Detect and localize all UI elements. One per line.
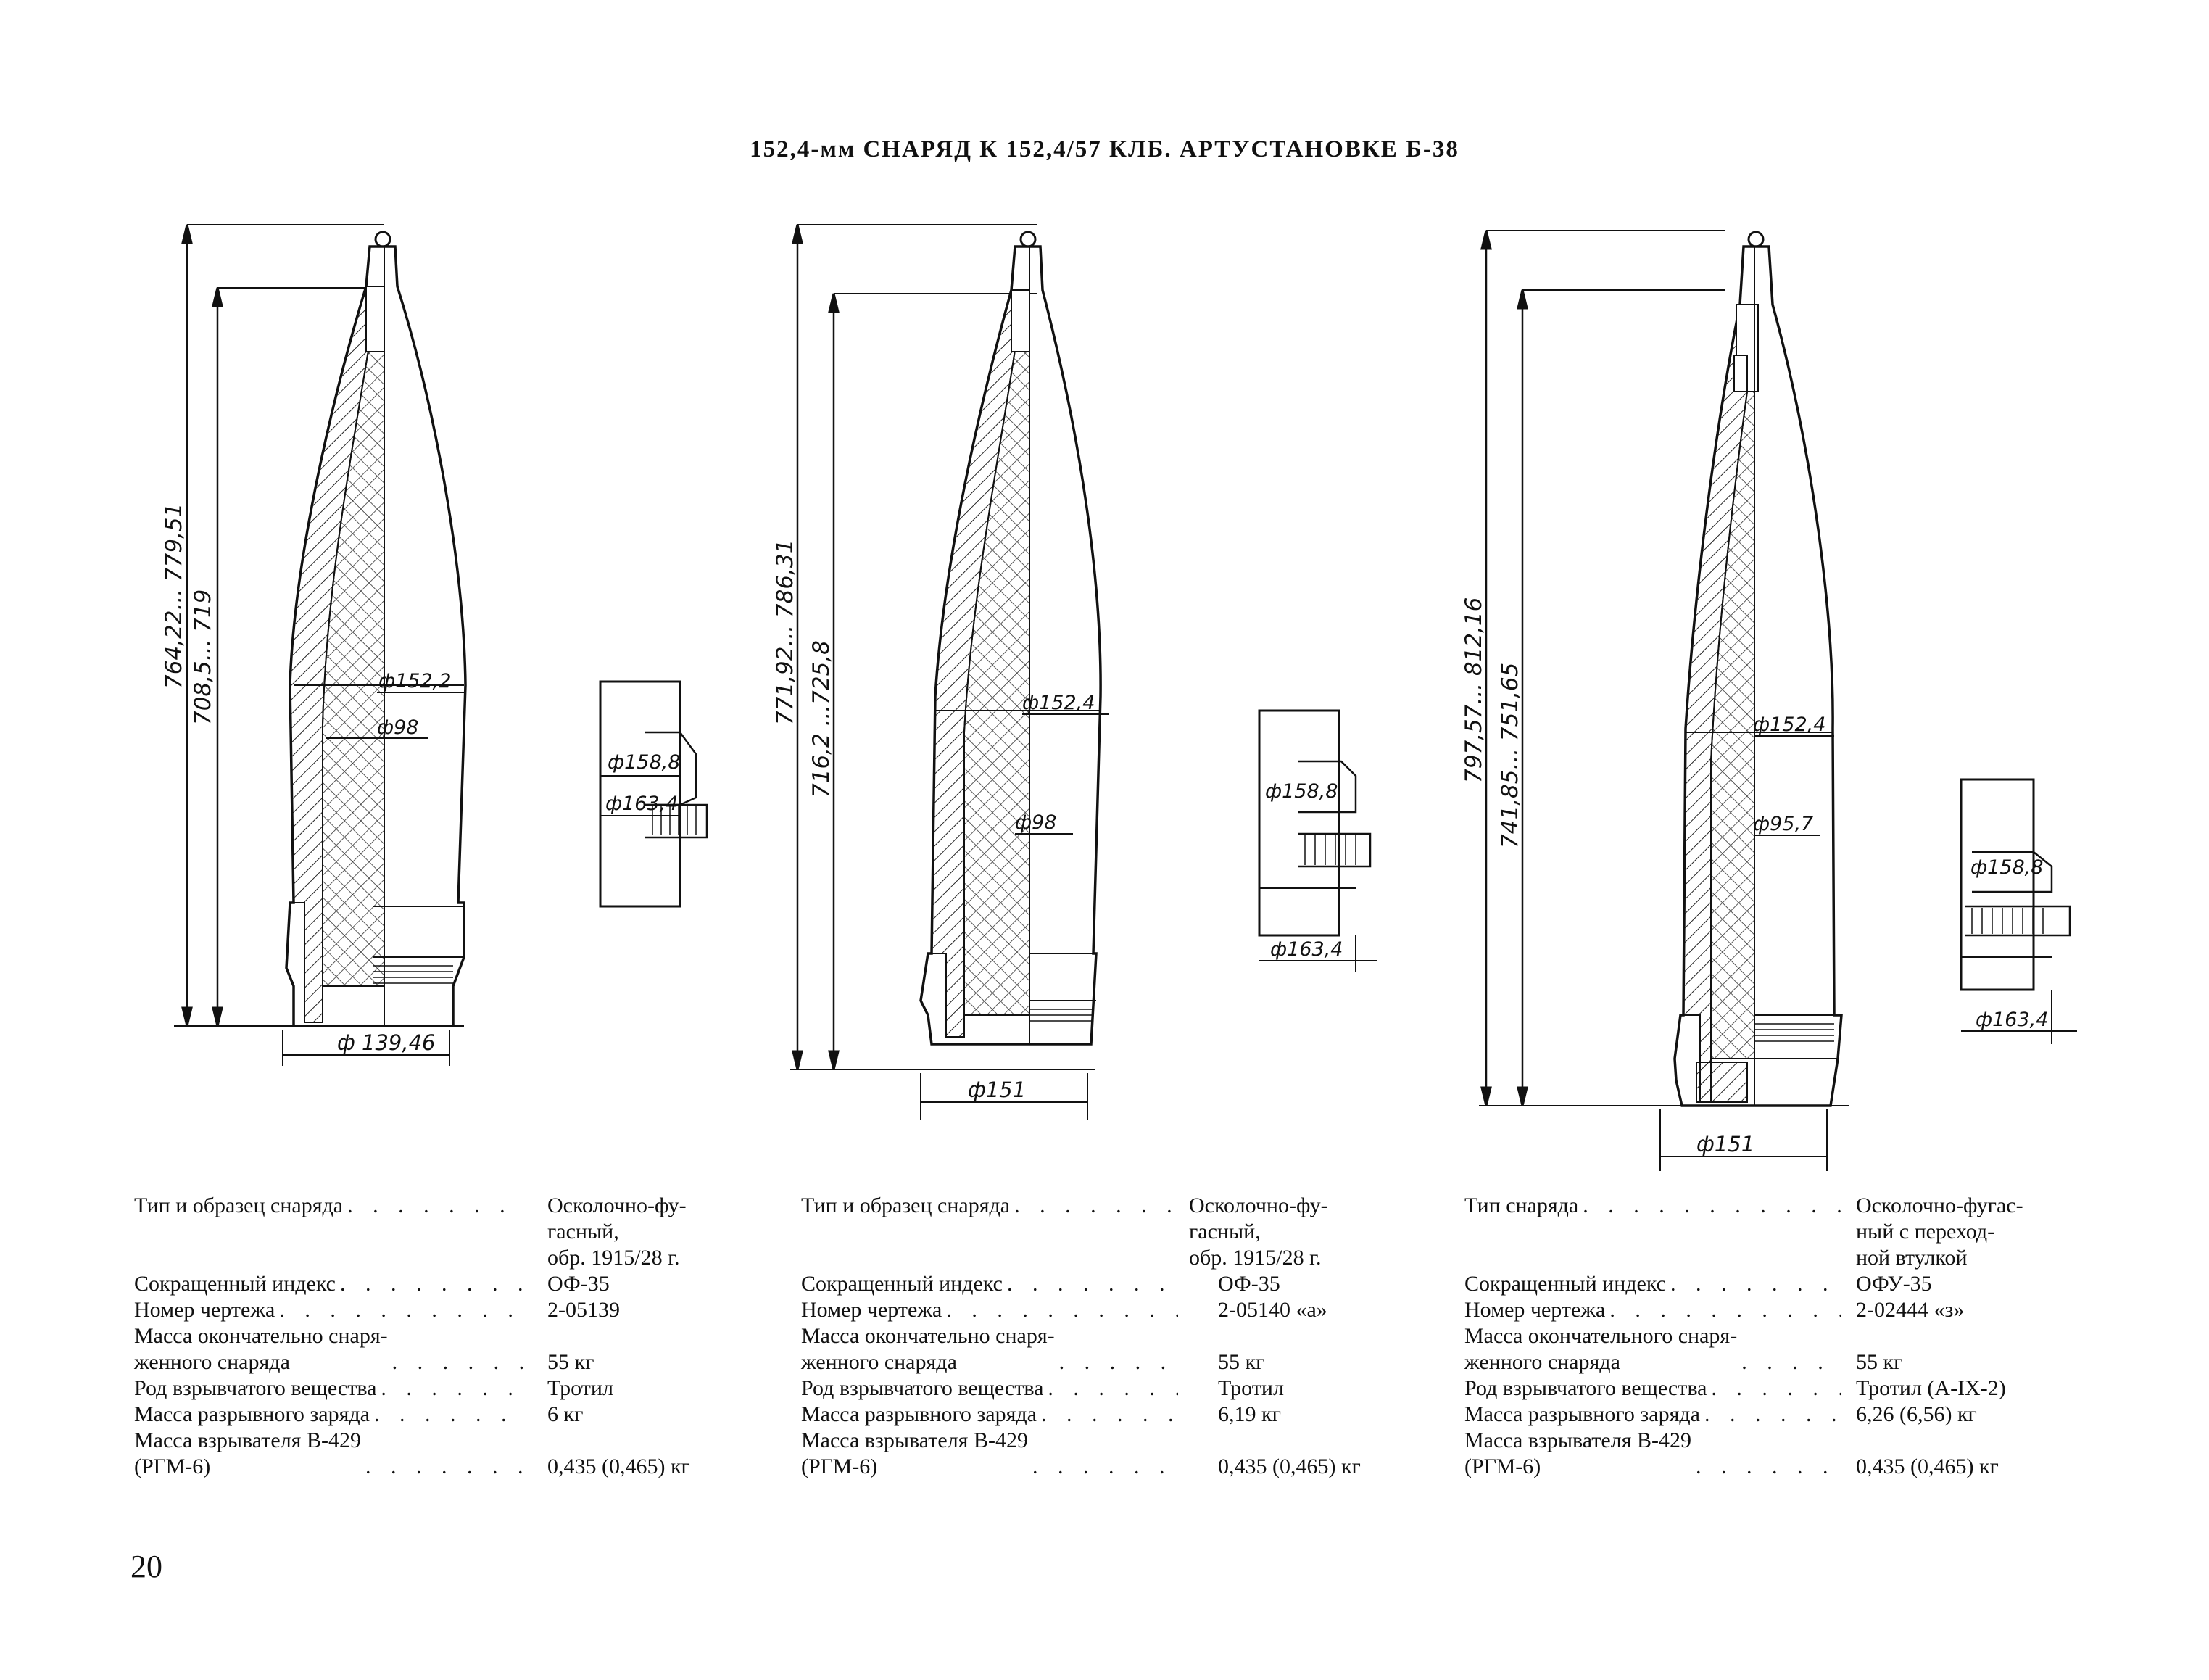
spec-row <box>134 1297 526 1323</box>
spec-label: Тип и образец снаряда <box>134 1193 344 1217</box>
spec-label: Номер чертежа <box>1464 1298 1606 1322</box>
spec-label: Сокращенный индекс <box>134 1272 336 1296</box>
shell-2-total-length: 771,92... 786,31 <box>772 539 798 725</box>
spec-value: 55 кг <box>1856 1350 1903 1374</box>
spec-value: Тротил <box>547 1376 613 1400</box>
spec-value: Осколочно-фугас- ный с переход- ной втулкой <box>1856 1193 2023 1270</box>
shell-3-diam-base: ф151 <box>1696 1132 1755 1156</box>
shell-3-total-length: 797,57... 812,16 <box>1461 597 1487 783</box>
shell-2-band-diam-2: ф163,4 <box>1270 938 1343 961</box>
spec-row <box>1464 1323 1841 1375</box>
spec-label: Род взрывчатого вещества <box>801 1376 1044 1400</box>
shell-2-diam-base: ф151 <box>968 1077 1027 1102</box>
spec-value: 6 кг <box>547 1402 584 1426</box>
shell-1-diam-inner: ф98 <box>377 716 419 739</box>
spec-value: Осколочно-фу- гасный, обр. 1915/28 г. <box>1189 1193 1328 1270</box>
spec-label: Масса взрывателя В-429 (РГМ-6) <box>801 1428 1028 1478</box>
spec-value: 0,435 (0,465) кг <box>1218 1455 1361 1478</box>
spec-row <box>134 1375 526 1402</box>
spec-value: 55 кг <box>1218 1350 1265 1374</box>
shell-3-diam-top: ф152,4 <box>1753 713 1826 736</box>
spec-label: Масса окончательно снаря- женного снаряда <box>134 1324 388 1374</box>
shell-1-labels <box>161 503 680 1055</box>
spec-label: Тип и образец снаряда <box>801 1193 1011 1217</box>
spec-row <box>801 1428 1178 1480</box>
shell-1-diam-top: ф152,2 <box>378 670 452 692</box>
spec-row <box>1464 1375 1841 1402</box>
spec-row <box>134 1193 526 1219</box>
spec-row <box>1464 1297 1841 1323</box>
spec-row <box>801 1402 1178 1428</box>
spec-value: 55 кг <box>547 1350 594 1374</box>
spec-value: Осколочно-фу- гасный, обр. 1915/28 г. <box>547 1193 687 1270</box>
spec-label: Масса окончательного снаря- женного снаряда <box>1464 1324 1738 1374</box>
shell-2-band-diam-1: ф158,8 <box>1265 780 1338 803</box>
shell-2-labels <box>772 539 1343 1102</box>
shell-1-band-diam-1: ф158,8 <box>608 751 681 774</box>
spec-row <box>801 1375 1178 1402</box>
shell-1-band-diam-2: ф163,4 <box>605 793 679 815</box>
spec-row <box>1464 1402 1841 1428</box>
spec-value: 0,435 (0,465) кг <box>547 1455 690 1478</box>
spec-label: Сокращенный индекс <box>801 1272 1003 1296</box>
spec-value: 2-05139 <box>547 1298 620 1322</box>
page-number: 20 <box>130 1549 162 1584</box>
spec-label: Масса разрывного заряда <box>801 1402 1037 1426</box>
spec-value: ОФУ-35 <box>1856 1272 1932 1296</box>
spec-value: ОФ-35 <box>547 1272 610 1296</box>
spec-value: ОФ-35 <box>1218 1272 1280 1296</box>
spec-row <box>1464 1271 1841 1297</box>
spec-label: Масса взрывателя В-429 (РГМ-6) <box>1464 1428 1691 1478</box>
shell-3-band-diam-1: ф158,8 <box>1970 856 2044 879</box>
spec-value: Тротил <box>1218 1376 1284 1400</box>
shell-2-diam-inner: ф98 <box>1015 811 1057 834</box>
shell-3-body-length: 741,85... 751,65 <box>1497 662 1523 848</box>
shell-1-total-length: 764,22... 779,51 <box>161 502 187 689</box>
page-title: 152,4-мм СНАРЯД К 152,4/57 КЛБ. АРТУСТАНОВКЕ Б-38 <box>750 136 1459 162</box>
spec-value: 2-05140 «а» <box>1218 1298 1327 1322</box>
spec-label: Тип снаряда <box>1464 1193 1579 1217</box>
shell-1 <box>174 225 707 1066</box>
shell-3-band-diam-2: ф163,4 <box>1976 1009 2049 1031</box>
spec-row <box>801 1193 1178 1219</box>
shell-2-body-length: 716,2 ...725,8 <box>808 640 834 798</box>
spec-label: Сокращенный индекс <box>1464 1272 1666 1296</box>
spec-row <box>801 1323 1178 1375</box>
spec-value: 2-02444 «з» <box>1856 1298 1965 1322</box>
shell-2-diam-top: ф152,4 <box>1022 692 1095 714</box>
spec-row <box>134 1271 526 1297</box>
spec-label: Масса разрывного заряда <box>134 1402 370 1426</box>
spec-label: Масса разрывного заряда <box>1464 1402 1700 1426</box>
spec-row <box>134 1428 526 1480</box>
spec-value: Тротил (А-IX-2) <box>1856 1376 2006 1400</box>
spec-row <box>134 1323 526 1375</box>
shell-3-diam-inner: ф95,7 <box>1753 813 1814 835</box>
spec-label: Род взрывчатого вещества <box>1464 1376 1707 1400</box>
spec-row <box>134 1402 526 1428</box>
spec-value: 6,26 (6,56) кг <box>1856 1402 1977 1426</box>
spec-row <box>801 1271 1178 1297</box>
spec-label: Номер чертежа <box>801 1298 942 1322</box>
spec-row <box>1464 1193 1841 1219</box>
spec-label: Масса окончательно снаря- женного снаряда <box>801 1324 1055 1374</box>
shell-2 <box>790 225 1377 1120</box>
spec-value: 0,435 (0,465) кг <box>1856 1455 1999 1478</box>
spec-row <box>1464 1428 1841 1480</box>
spec-label: Род взрывчатого вещества <box>134 1376 377 1400</box>
shell-1-diam-base: ф 139,46 <box>337 1030 436 1055</box>
spec-value: 6,19 кг <box>1218 1402 1281 1426</box>
spec-label: Номер чертежа <box>134 1298 275 1322</box>
shell-1-body-length: 708,5... 719 <box>190 589 216 725</box>
spec-label: Масса взрывателя В-429 (РГМ-6) <box>134 1428 361 1478</box>
spec-row <box>801 1297 1178 1323</box>
